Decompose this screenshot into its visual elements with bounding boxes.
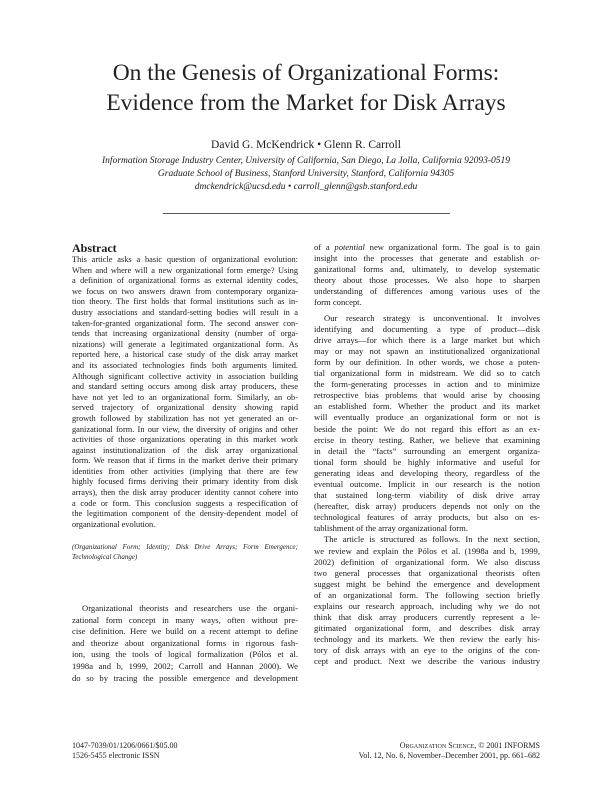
abstract-line: have not yet led to an organizational form. Similarly, an ob-: [72, 392, 298, 402]
abstract-line: against institutionalization of the disk array organizational: [72, 445, 298, 455]
abstract-line: served trajectory of organizational density showing rapid: [72, 403, 298, 413]
abstract-line: Although significant collective activity in association building: [72, 371, 298, 381]
emphasis-text: potential: [334, 242, 365, 252]
abstract-line: ganizational form. In our view, the diversity of origins and other: [72, 424, 298, 434]
abstract-line: tends that increasing organizational density (number of orga-: [72, 329, 298, 339]
abstract-line: arrays), then the disk array producer identity cannot cohere into: [72, 488, 298, 498]
right-line: insight into the processes that generate and establish or-: [314, 253, 540, 264]
affiliation-1: Information Storage Industry Center, University of California, San Diego, La Jolla, California 92093-0519: [102, 156, 510, 166]
right-line: 2002) definition of organizational form. We also discuss: [314, 556, 540, 567]
right-line: in detail the “facts” surrounding an emergent organiza-: [314, 445, 540, 456]
abstract-line: and its associated technologies finds both arguments limited.: [72, 360, 298, 370]
intro-body-text: [72, 603, 298, 684]
right-line: Our research strategy is unconventional. It involves: [324, 312, 540, 323]
right-line: an established form. Whether the product and its market: [314, 401, 540, 412]
abstract-line: reported here, a historical case study of the disk array market: [72, 350, 298, 360]
authors: David G. McKendrick • Glenn R. Carroll: [211, 139, 401, 151]
footer-volume-line: Vol. 12, No. 6, November–December 2001, pp. 661–682: [358, 751, 540, 760]
right-line: two general processes that organizational theorists often: [314, 567, 540, 578]
abstract-line: organizational evolution.: [72, 519, 156, 529]
header-divider: [163, 213, 450, 214]
abstract-line: the legitimation component of the density-dependent model of: [72, 509, 298, 519]
author-emails: dmckendrick@ucsd.edu • carroll_glenn@gsb.stanford.edu: [194, 182, 418, 192]
footer-journal-line: [280, 741, 540, 751]
right-line: technology and its markets. We then review the early his-: [314, 634, 540, 645]
footer-issn: [72, 741, 178, 761]
text-run: of a: [314, 242, 335, 252]
right-line: form by our definition. In other words, we chose a poten-: [314, 356, 540, 367]
right-line: theory about those processes. We also hope to sharpen: [314, 275, 540, 286]
abstract-heading: Abstract: [72, 241, 117, 255]
right-line: identifying and documenting a type of product—disk: [314, 323, 540, 334]
intro-line: cise definition. Here we build on a recent attempt to define: [72, 626, 298, 637]
abstract-line: tion theory. The first holds that formal institutions such as in-: [72, 297, 298, 307]
right-line: tional form should be highly informative and useful for: [314, 456, 540, 467]
right-line: [314, 242, 540, 253]
intro-line: ion, using the tools of logical formalization (Pólos et al.: [72, 649, 298, 660]
right-line: eventual outcome. Implicit in our research is the notion: [314, 478, 540, 489]
title-line-2: Evidence from the Market for Disk Arrays: [106, 90, 506, 116]
keywords: [72, 543, 298, 562]
abstract-line: When and where will a new organizational form emerge? Using: [72, 265, 298, 275]
right-line: will eventually produce an organizational form or not is: [314, 412, 540, 423]
right-line: ganizational forms and, ultimately, to develop systematic: [314, 264, 540, 275]
right-line: suggest might be behind the emergence and development: [314, 578, 540, 589]
title-line-1: On the Genesis of Organizational Forms:: [112, 60, 500, 86]
intro-line: Organizational theorists and researchers use the organi-: [82, 603, 298, 613]
right-line: form concept.: [314, 297, 362, 308]
right-line: explains our research approach, including why we do not: [314, 601, 540, 611]
footer-citation: [280, 741, 540, 761]
journal-name: Organization Science: [399, 741, 475, 750]
abstract-text: [72, 255, 298, 530]
keywords-line-2: Technological Change): [72, 552, 138, 561]
abstract-line: dustry associations and standard-setting bodies will result in a: [72, 307, 298, 317]
right-line: of an organizational form. The following section briefly: [314, 589, 540, 600]
copyright: , © 2001 INFORMS: [474, 741, 540, 750]
abstract-line: identities from other activities (implying that there are few: [72, 466, 298, 476]
right-line: may or may not spawn an institutionalized organizational: [314, 345, 540, 356]
right-line: the form-generating processes in action and to minimize: [314, 379, 540, 390]
right-line: tablishment of the array organizational form.: [314, 523, 468, 534]
right-line: The article is structured as follows. In the next section,: [324, 534, 540, 545]
footer-doi-line: 1047-7039/01/1206/0661/$05.00: [72, 741, 178, 750]
right-line: we review and explain the Pólos et al. (1998a and b, 1999,: [314, 545, 540, 556]
right-line: drive arrays—for which there is a large market but which: [314, 334, 540, 345]
intro-line: zational form concept in many ways, often without pre-: [72, 614, 298, 625]
keywords-line-1: (Organizational Form; Identity; Disk Drive Arrays; Form Emergence;: [72, 543, 298, 551]
right-line: tial organizational form in midstream. We did so to catch: [314, 368, 540, 379]
abstract-line: taken-for-granted organizational form. The second answer con-: [72, 318, 298, 328]
intro-line: 1998a and b, 1999, 2002; Carroll and Hannan 2000). We: [72, 660, 298, 671]
right-line: understanding of differences among various uses of the: [314, 286, 540, 297]
abstract-line: nizations) will generate a legitimated organizational form. As: [72, 339, 298, 349]
right-line: beside the point: We do not regard this effort as an ex-: [314, 423, 540, 434]
right-line: cept and product. Next we describe the various industry: [314, 656, 540, 667]
right-line: retrospective bias problems that would arise by choosing: [314, 390, 540, 401]
right-column-text: [314, 242, 540, 668]
abstract-line: activities of those organizations operating in this market work: [72, 435, 298, 445]
right-line: generating ideas and developing theory, regardless of the: [314, 467, 540, 478]
abstract-line: This article asks a basic question of organizational evolution:: [72, 255, 298, 264]
right-line: ercise in theory testing. Rather, we believe that examining: [314, 434, 540, 445]
right-line: tory of disk arrays with an eye to the origins of the con-: [314, 645, 540, 656]
abstract-line: and standard setting occurs among disk array producers, these: [72, 382, 298, 392]
abstract-line: growth followed by stabilization has not yet generated an or-: [72, 413, 298, 423]
right-line: that sustained long-term viability of disk drive array: [314, 490, 540, 501]
intro-line: and theorize about organizational forms in rigorous fash-: [72, 637, 298, 648]
footer-eissn-line: 1526-5455 electronic ISSN: [72, 751, 160, 760]
abstract-line: we focus on two answers drawn from contemporary organiza-: [72, 286, 298, 296]
right-line: (hereafter, disk array) producers depends not only on the: [314, 501, 540, 512]
intro-line: do so by tracing the possible emergence and development: [72, 672, 298, 683]
right-line: gitimated organizational form, and describes disk array: [314, 623, 540, 634]
right-line: think that disk array producers currently represent a le-: [314, 612, 540, 623]
paper-title: [40, 58, 572, 118]
abstract-line: highly focused firms deriving their primary identity from disk: [72, 477, 298, 487]
abstract-line: a definition of organizational forms as external identity codes,: [72, 276, 298, 286]
affiliation-2: Graduate School of Business, Stanford University, Stanford, California 94305: [157, 169, 455, 179]
abstract-line: a code or form. This conclusion suggests a respecification of: [72, 498, 298, 508]
text-run: new organizational form. The goal is to gain: [364, 242, 540, 252]
right-line: technological features of array products, but also on es-: [314, 512, 540, 523]
abstract-line: form. We reason that if firms in the market derive their primary: [72, 456, 298, 466]
